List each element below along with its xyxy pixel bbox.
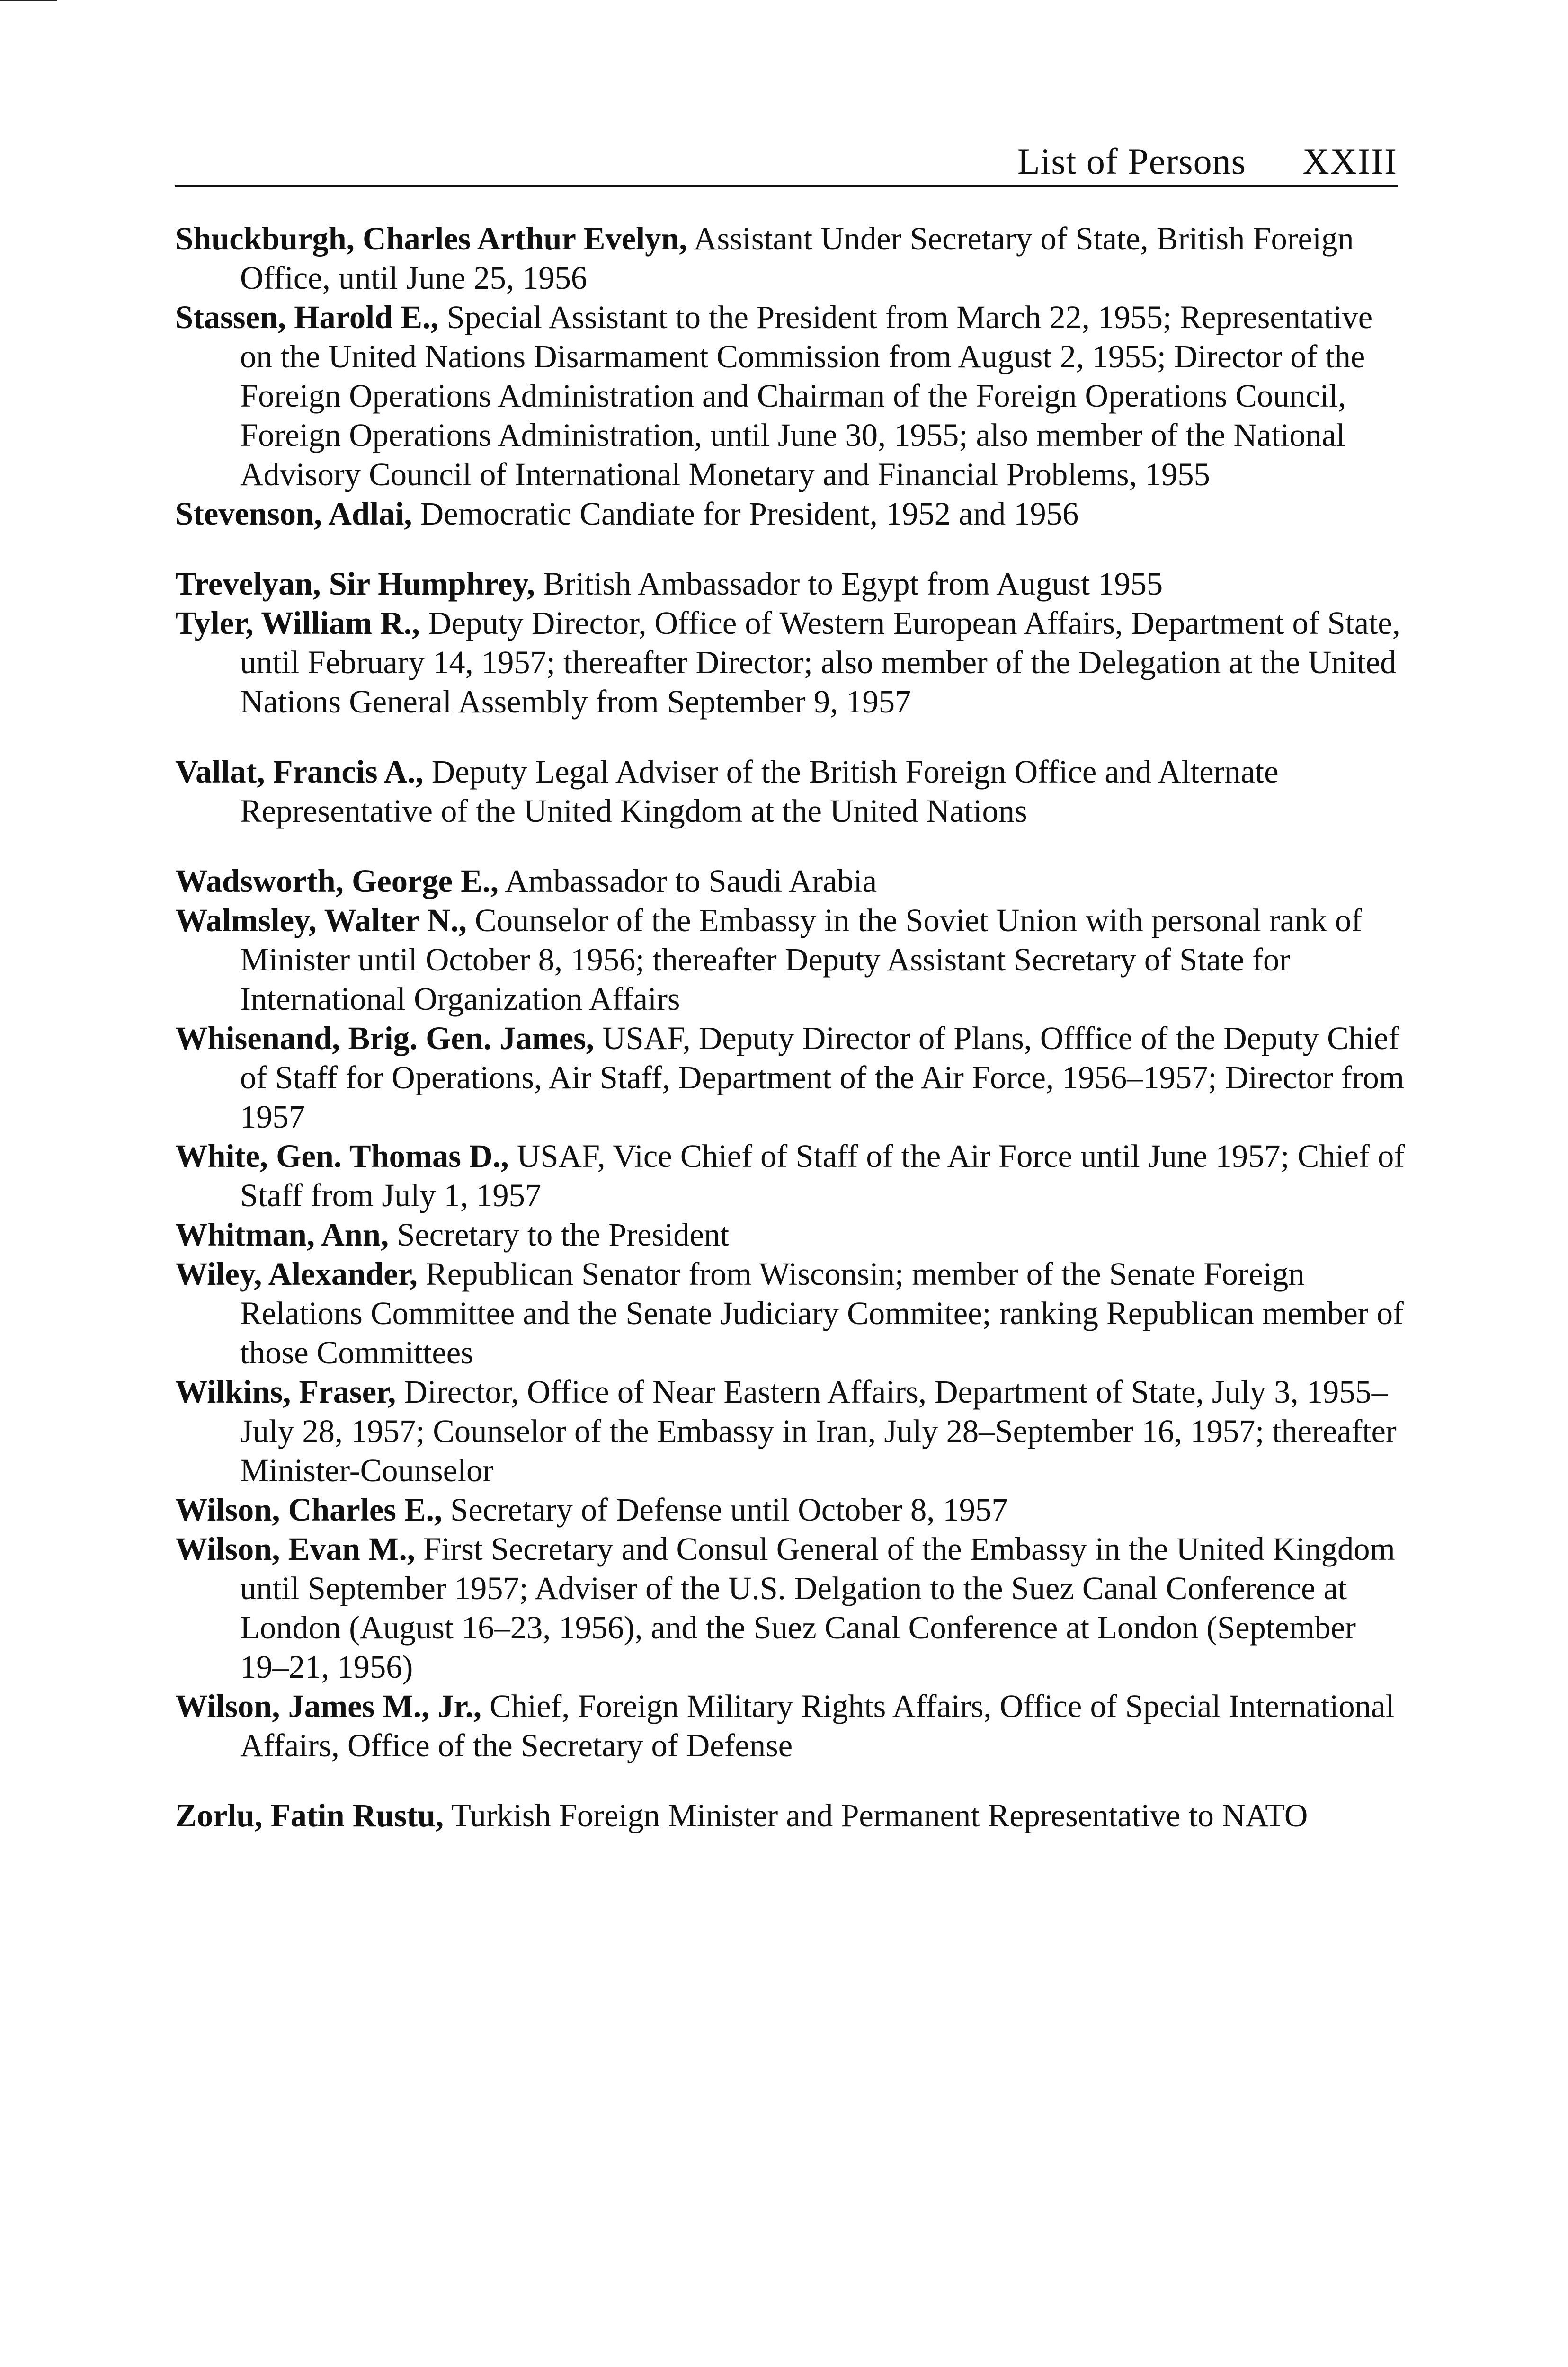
page-number: XXIII — [1302, 141, 1398, 182]
person-entry-shuckburgh — [175, 219, 1411, 298]
person-name: Trevelyan, Sir Humphrey, — [175, 566, 535, 602]
person-name: Zorlu, Fatin Rustu, — [175, 1797, 444, 1833]
person-description: Deputy Director, Office of Western European Affairs, Department of State, until February 14, 1957; thereafter Director; also member of the Delegation at the United Nations General Assembly from September 9, 1957 — [240, 605, 1400, 720]
person-name: Whisenand, Brig. Gen. James, — [175, 1020, 594, 1056]
person-entry-walmsley — [175, 901, 1411, 1019]
scan-corner-mark — [0, 0, 57, 1]
person-description: Democratic Candiate for President, 1952 and 1956 — [412, 496, 1079, 532]
person-entry-tyler — [175, 604, 1411, 721]
person-entry-zorlu — [175, 1796, 1411, 1835]
person-description: First Secretary and Consul General of the Embassy in the United Kingdom until September 1957; Adviser of the U.S. Delgation to the Suez Canal Conference at London (August 16–23, 1956), and the Suez Canal Conference at London (September 19–21, 1956) — [240, 1531, 1395, 1685]
person-name: Whitman, Ann, — [175, 1217, 389, 1253]
page-header — [175, 133, 1398, 187]
person-entry-stassen — [175, 298, 1411, 494]
person-name: White, Gen. Thomas D., — [175, 1138, 509, 1174]
running-title: List of Persons — [1017, 141, 1246, 182]
person-entry-wilson-evan — [175, 1530, 1411, 1687]
person-entry-wadsworth — [175, 862, 1411, 901]
person-entry-vallat — [175, 752, 1411, 831]
person-entry-white — [175, 1137, 1411, 1215]
person-name: Stevenson, Adlai, — [175, 496, 412, 532]
person-entry-wilson-james — [175, 1687, 1411, 1765]
person-name: Wilson, Evan M., — [175, 1531, 415, 1567]
person-name: Stassen, Harold E., — [175, 299, 439, 335]
person-description: Ambassador to Saudi Arabia — [499, 863, 877, 899]
person-name: Vallat, Francis A., — [175, 754, 424, 790]
person-description: Turkish Foreign Minister and Permanent Representative to NATO — [444, 1797, 1308, 1833]
person-entry-whitman — [175, 1215, 1411, 1255]
person-description: Special Assistant to the President from March 22, 1955; Representative on the United Nations Disarmament Commission from August 2, 1955; Director of the Foreign Operations Administration and Chairman of the Foreign Operations Council, Foreign Operations Administration, until June 30, 1955; also member of the National Advisory Council of International Monetary and Financial Problems, 1955 — [240, 299, 1373, 492]
person-name: Wilkins, Fraser, — [175, 1374, 396, 1410]
person-description: Chief, Foreign Military Rights Affairs, Office of Special International Affairs, Office of the Secretary of Defense — [240, 1688, 1395, 1763]
person-description: Secretary to the President — [389, 1217, 730, 1253]
person-description: Counselor of the Embassy in the Soviet Union with personal rank of Minister until October 8, 1956; thereafter Deputy Assistant Secretary of State for International Organization Affairs — [240, 902, 1362, 1017]
person-entry-wiley — [175, 1255, 1411, 1372]
person-entry-stevenson — [175, 494, 1411, 534]
persons-list — [175, 219, 1411, 1835]
person-name: Walmsley, Walter N., — [175, 902, 467, 938]
person-description: USAF, Vice Chief of Staff of the Air Force until June 1957; Chief of Staff from July 1, 1957 — [240, 1138, 1405, 1213]
person-description: Director, Office of Near Eastern Affairs, Department of State, July 3, 1955–July 28, 1957; Counselor of the Embassy in Iran, July 28–September 16, 1957; thereafter Minister-Counselor — [240, 1374, 1397, 1488]
person-description: Republican Senator from Wisconsin; member of the Senate Foreign Relations Committee and the Senate Judiciary Commitee; ranking Republican member of those Committees — [240, 1256, 1404, 1370]
person-description: USAF, Deputy Director of Plans, Offfice of the Deputy Chief of Staff for Operations, Air Staff, Department of the Air Force, 1956–1957; Director from 1957 — [240, 1020, 1405, 1135]
person-name: Wiley, Alexander, — [175, 1256, 418, 1292]
person-entry-wilson-charles — [175, 1490, 1411, 1530]
person-name: Wilson, Charles E., — [175, 1492, 442, 1528]
person-name: Tyler, William R., — [175, 605, 420, 641]
person-description: British Ambassador to Egypt from August 1955 — [535, 566, 1163, 602]
person-description: Assistant Under Secretary of State, British Foreign Office, until June 25, 1956 — [240, 221, 1354, 296]
person-name: Wadsworth, George E., — [175, 863, 499, 899]
person-name: Wilson, James M., Jr., — [175, 1688, 481, 1724]
person-description: Deputy Legal Adviser of the British Foreign Office and Alternate Representative of the United Kingdom at the United Nations — [240, 754, 1279, 829]
person-entry-whisenand — [175, 1019, 1411, 1137]
person-entry-trevelyan — [175, 564, 1411, 604]
person-entry-wilkins — [175, 1372, 1411, 1490]
person-description: Secretary of Defense until October 8, 1957 — [442, 1492, 1008, 1528]
person-name: Shuckburgh, Charles Arthur Evelyn, — [175, 221, 687, 257]
